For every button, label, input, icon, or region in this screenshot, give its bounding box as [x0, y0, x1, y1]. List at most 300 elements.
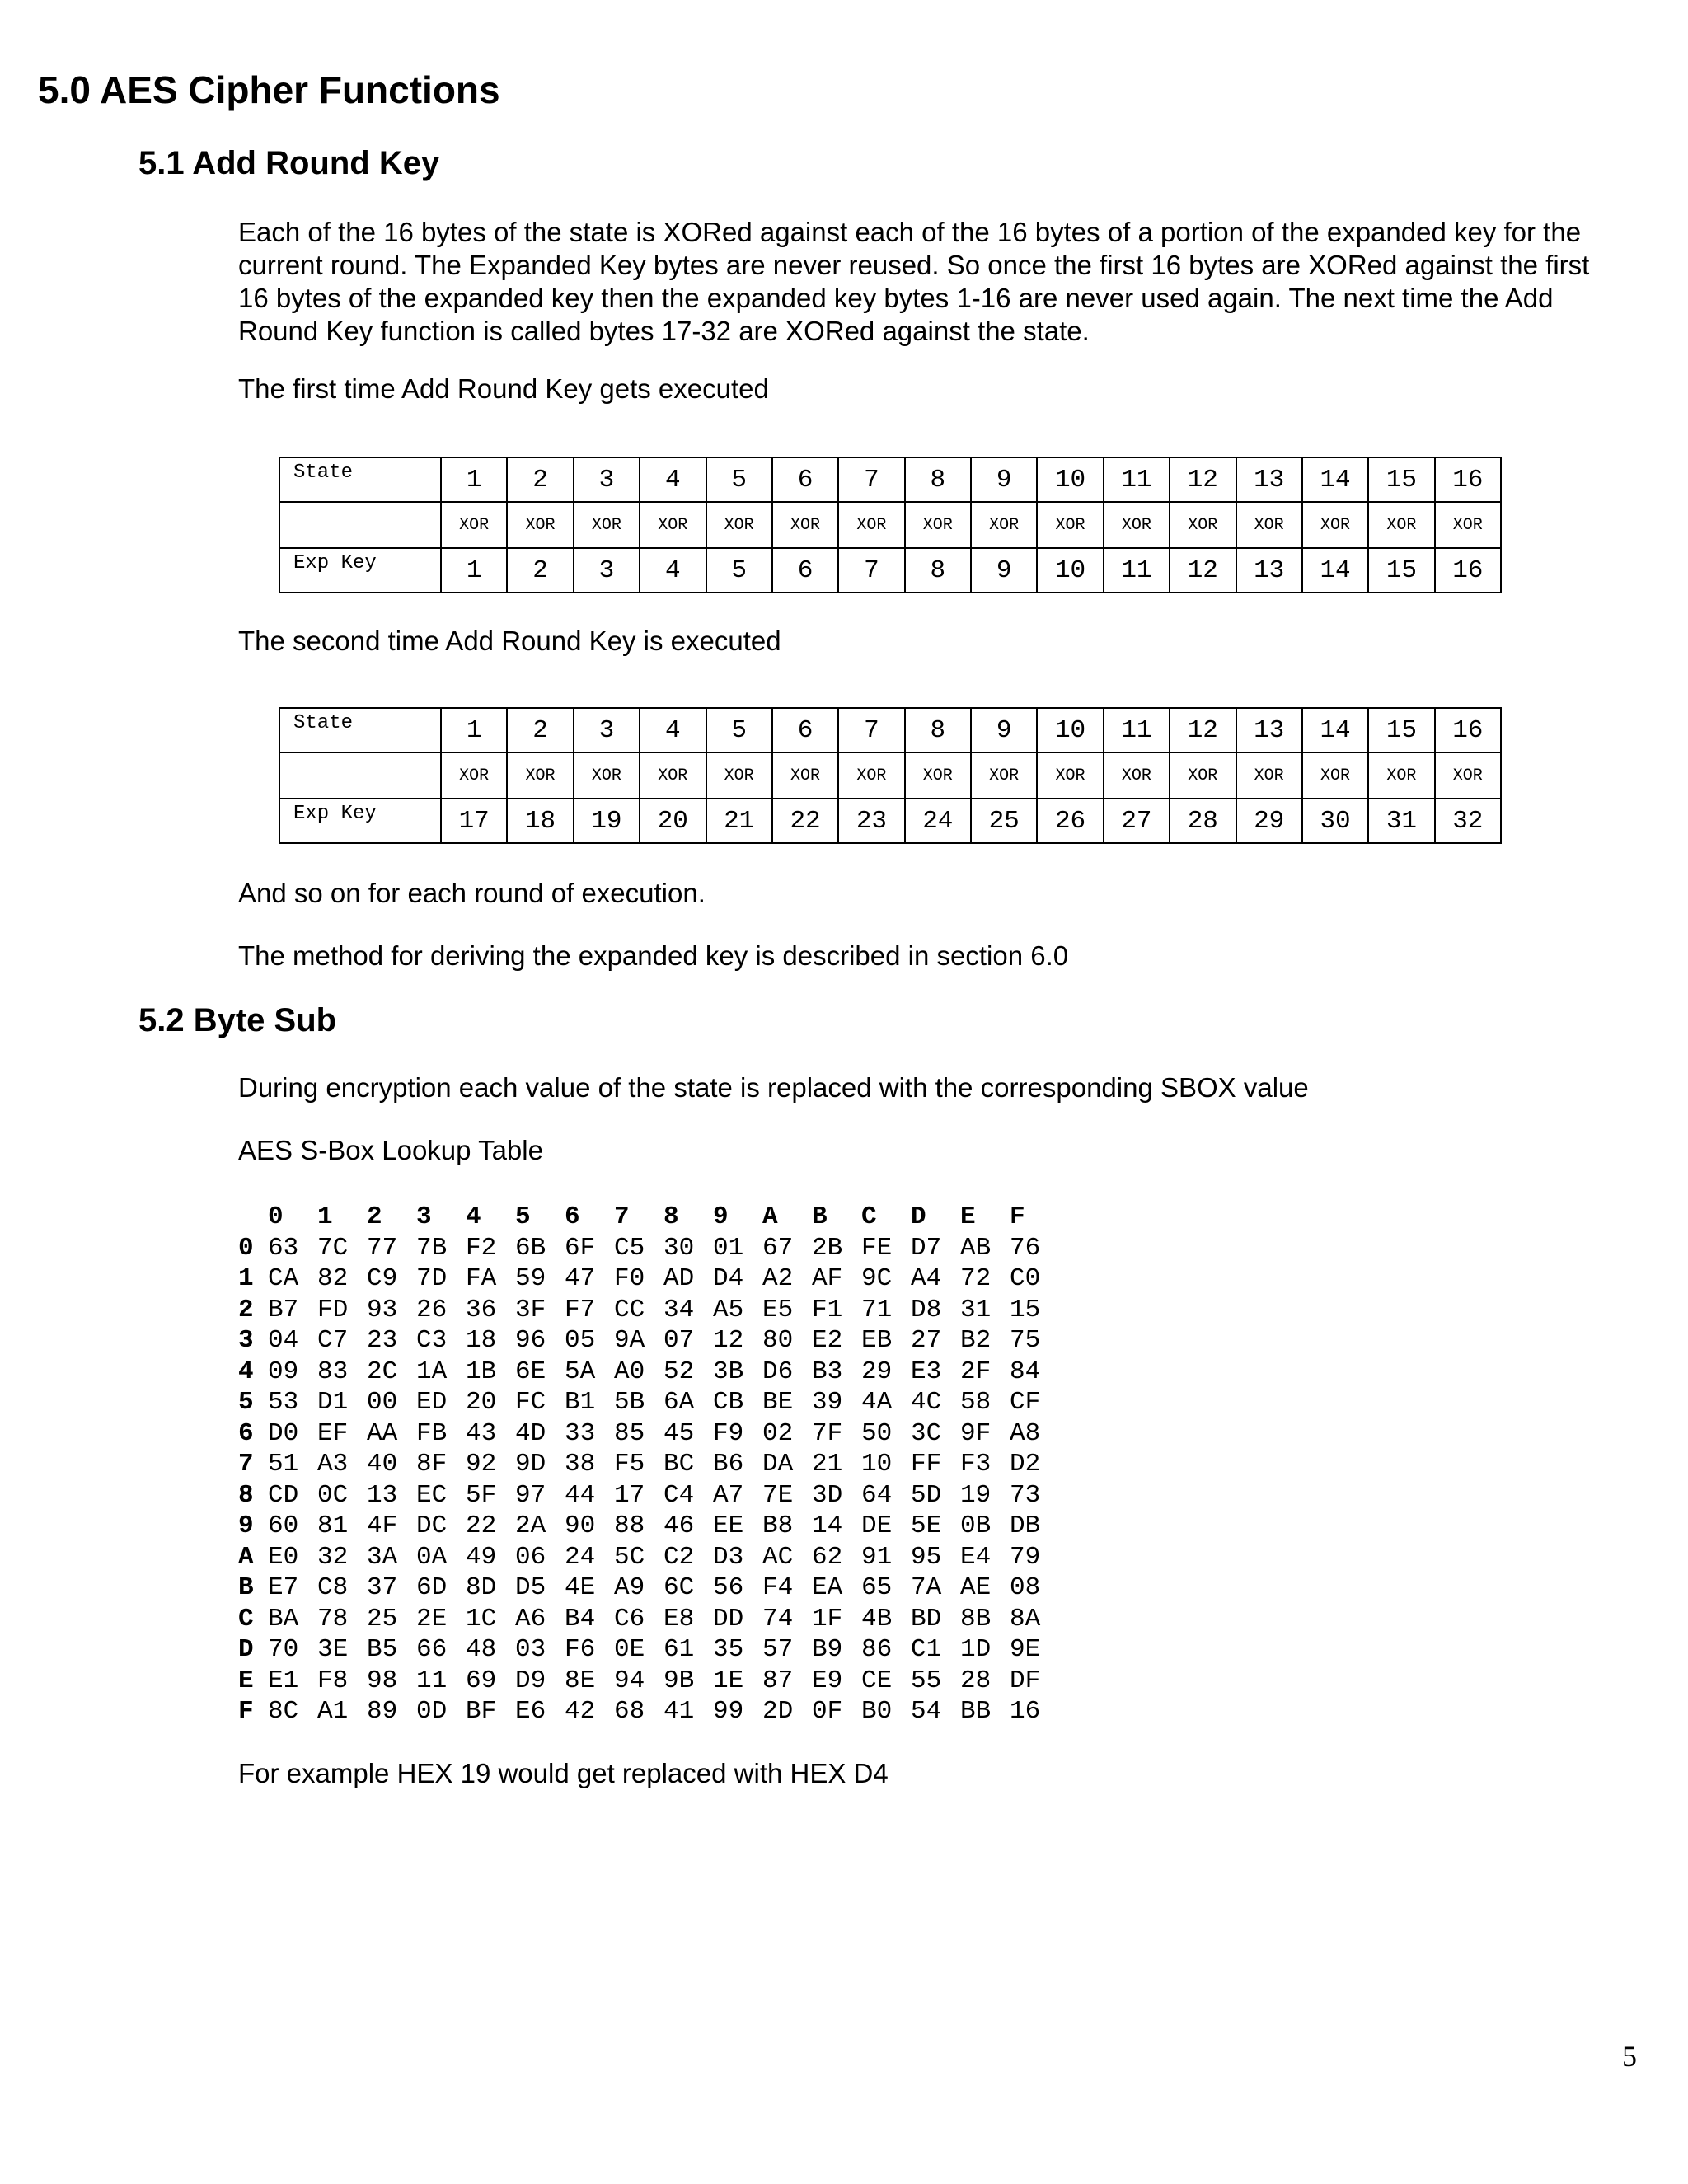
sbox-row-header: 9 — [238, 1511, 254, 1540]
xor-op-cell: XOR — [838, 502, 904, 548]
sbox-cell: F2 — [466, 1233, 497, 1263]
state-row — [279, 457, 1501, 502]
exp-key-byte-cell: 30 — [1302, 799, 1368, 843]
sbox-cell: DC — [416, 1511, 448, 1540]
sbox-cell: 70 — [268, 1635, 299, 1664]
exp-key-byte-cell: 13 — [1236, 548, 1302, 593]
state-byte-cell: 6 — [772, 457, 838, 502]
exp-key-byte-cell: 25 — [971, 799, 1037, 843]
sbox-cell: 2B — [812, 1233, 843, 1263]
sbox-cell: CE — [861, 1666, 893, 1695]
sbox-cell: 11 — [416, 1666, 448, 1695]
state-byte-cell: 3 — [574, 457, 640, 502]
sbox-table-title: AES S-Box Lookup Table — [238, 1135, 543, 1165]
xor-op-cell: XOR — [1302, 502, 1368, 548]
page-title: 5.0 AES Cipher Functions — [38, 68, 500, 111]
sbox-cell: 79 — [1010, 1542, 1041, 1572]
sbox-row — [238, 1449, 1059, 1480]
sbox-cell: 20 — [466, 1388, 497, 1417]
state-byte-cell: 14 — [1302, 457, 1368, 502]
sbox-cell: 40 — [367, 1450, 398, 1479]
sbox-row-header: A — [238, 1542, 254, 1572]
sbox-cell: 26 — [416, 1295, 448, 1324]
sbox-cell: F9 — [713, 1418, 744, 1448]
sbox-cell: 85 — [614, 1418, 645, 1448]
exp-key-byte-cell: 14 — [1302, 548, 1368, 593]
sbox-cell: 56 — [713, 1573, 744, 1602]
first-round-xor-table — [279, 457, 1502, 593]
section-5-1-heading: 5.1 Add Round Key — [138, 145, 440, 181]
sbox-cell: C6 — [614, 1604, 645, 1633]
sbox-cell: 07 — [663, 1326, 695, 1355]
sbox-cell: 53 — [268, 1388, 299, 1417]
exp-key-byte-cell: 4 — [640, 548, 706, 593]
exp-key-byte-cell: 12 — [1170, 548, 1236, 593]
sbox-cell: 96 — [515, 1326, 546, 1355]
state-byte-cell: 9 — [971, 457, 1037, 502]
sbox-cell: DE — [861, 1511, 893, 1540]
sbox-cell: D1 — [317, 1388, 349, 1417]
xor-op-cell: XOR — [1435, 752, 1501, 799]
sbox-col-header: 7 — [614, 1202, 630, 1231]
sbox-cell: 62 — [812, 1542, 843, 1572]
sbox-cell: F7 — [565, 1295, 596, 1324]
xor-op-cell: XOR — [441, 502, 507, 548]
sbox-cell: D0 — [268, 1418, 299, 1448]
sbox-cell: FE — [861, 1233, 893, 1263]
state-byte-cell: 13 — [1236, 708, 1302, 752]
sbox-cell: 48 — [466, 1635, 497, 1664]
sbox-cell: 9D — [515, 1450, 546, 1479]
exp-key-byte-cell: 24 — [905, 799, 971, 843]
sbox-cell: 59 — [515, 1264, 546, 1293]
sbox-cell: 50 — [861, 1418, 893, 1448]
sbox-row — [238, 1572, 1059, 1604]
exp-key-byte-cell: 7 — [838, 548, 904, 593]
sbox-cell: BD — [911, 1604, 942, 1633]
sbox-cell: 45 — [663, 1418, 695, 1448]
sbox-cell: 34 — [663, 1295, 695, 1324]
sbox-row — [238, 1634, 1059, 1666]
sbox-cell: 75 — [1010, 1326, 1041, 1355]
xor-op-cell: XOR — [507, 752, 573, 799]
sbox-cell: 21 — [812, 1450, 843, 1479]
sbox-cell: 04 — [268, 1326, 299, 1355]
sbox-cell: 2D — [762, 1697, 794, 1726]
sbox-cell: 0F — [812, 1697, 843, 1726]
sbox-cell: 10 — [861, 1450, 893, 1479]
xor-op-cell: XOR — [772, 752, 838, 799]
sbox-cell: 74 — [762, 1604, 794, 1633]
sbox-cell: CA — [268, 1264, 299, 1293]
sbox-cell: 93 — [367, 1295, 398, 1324]
sbox-cell: AF — [812, 1264, 843, 1293]
sbox-cell: 95 — [911, 1542, 942, 1572]
sbox-cell: EA — [812, 1573, 843, 1602]
sbox-col-header: F — [1010, 1202, 1025, 1231]
sbox-cell: 46 — [663, 1511, 695, 1540]
state-byte-cell: 4 — [640, 457, 706, 502]
state-byte-cell: 9 — [971, 708, 1037, 752]
state-label: State — [279, 708, 441, 752]
exp-key-byte-cell: 17 — [441, 799, 507, 843]
xor-op-cell: XOR — [1368, 752, 1434, 799]
sbox-cell: 0B — [960, 1511, 992, 1540]
sbox-cell: 2E — [416, 1604, 448, 1633]
sbox-cell: EB — [861, 1326, 893, 1355]
sbox-cell: A9 — [614, 1573, 645, 1602]
sbox-cell: 0D — [416, 1697, 448, 1726]
sbox-cell: C3 — [416, 1326, 448, 1355]
sbox-cell: 66 — [416, 1635, 448, 1664]
sbox-col-header: B — [812, 1202, 828, 1231]
state-byte-cell: 16 — [1435, 708, 1501, 752]
sbox-cell: C9 — [367, 1264, 398, 1293]
sbox-cell: 5E — [911, 1511, 942, 1540]
sbox-row — [238, 1233, 1059, 1264]
sbox-cell: 58 — [960, 1388, 992, 1417]
sbox-cell: 5A — [565, 1357, 596, 1386]
xor-op-cell: XOR — [905, 502, 971, 548]
sbox-cell: 90 — [565, 1511, 596, 1540]
xor-op-cell: XOR — [574, 752, 640, 799]
sbox-cell: 4B — [861, 1604, 893, 1633]
sbox-row — [238, 1418, 1059, 1450]
sbox-cell: 13 — [367, 1480, 398, 1510]
sbox-cell: 83 — [317, 1357, 349, 1386]
sbox-cell: 4D — [515, 1418, 546, 1448]
sbox-row — [238, 1666, 1059, 1697]
sbox-row-header: 2 — [238, 1295, 254, 1324]
exp-key-byte-cell: 11 — [1104, 548, 1170, 593]
exp-key-byte-cell: 21 — [706, 799, 772, 843]
sbox-cell: DA — [762, 1450, 794, 1479]
exp-key-byte-cell: 8 — [905, 548, 971, 593]
sbox-cell: 6C — [663, 1573, 695, 1602]
page-number: 5 — [1622, 2040, 1637, 2073]
byte-sub-paragraph: During encryption each value of the state is replaced with the corresponding SBOX value — [238, 1072, 1309, 1103]
sbox-cell: 29 — [861, 1357, 893, 1386]
exp-key-byte-cell: 9 — [971, 548, 1037, 593]
sbox-cell: FC — [515, 1388, 546, 1417]
state-byte-cell: 1 — [441, 457, 507, 502]
sbox-cell: C8 — [317, 1573, 349, 1602]
sbox-cell: 91 — [861, 1542, 893, 1572]
sbox-cell: 61 — [663, 1635, 695, 1664]
sbox-cell: 92 — [466, 1450, 497, 1479]
exp-key-byte-cell: 32 — [1435, 799, 1501, 843]
sbox-cell: 01 — [713, 1233, 744, 1263]
xor-op-cell: XOR — [971, 502, 1037, 548]
sbox-cell: 4F — [367, 1511, 398, 1540]
sbox-cell: 3D — [812, 1480, 843, 1510]
exp-key-byte-cell: 28 — [1170, 799, 1236, 843]
sbox-cell: F1 — [812, 1295, 843, 1324]
sbox-row-header: 1 — [238, 1264, 254, 1293]
sbox-cell: 4E — [565, 1573, 596, 1602]
sbox-col-header: 9 — [713, 1202, 729, 1231]
sbox-cell: 3C — [911, 1418, 942, 1448]
xor-op-cell: XOR — [706, 502, 772, 548]
sbox-cell: 31 — [960, 1295, 992, 1324]
xor-op-cell: XOR — [441, 752, 507, 799]
sbox-cell: 9F — [960, 1418, 992, 1448]
exp-key-row — [279, 799, 1501, 843]
sbox-cell: 38 — [565, 1450, 596, 1479]
sbox-cell: D6 — [762, 1357, 794, 1386]
exp-key-byte-cell: 27 — [1104, 799, 1170, 843]
sbox-col-header: 8 — [663, 1202, 679, 1231]
sbox-cell: FF — [911, 1450, 942, 1479]
sbox-cell: BF — [466, 1697, 497, 1726]
state-byte-cell: 6 — [772, 708, 838, 752]
sbox-cell: CB — [713, 1388, 744, 1417]
sbox-cell: 0C — [317, 1480, 349, 1510]
sbox-cell: 00 — [367, 1388, 398, 1417]
sbox-cell: 65 — [861, 1573, 893, 1602]
sbox-cell: 3F — [515, 1295, 546, 1324]
sbox-cell: 7E — [762, 1480, 794, 1510]
exp-key-byte-cell: 3 — [574, 548, 640, 593]
sbox-cell: F3 — [960, 1450, 992, 1479]
sbox-cell: 7A — [911, 1573, 942, 1602]
sbox-row — [238, 1263, 1059, 1295]
first-round-caption: The first time Add Round Key gets executed — [238, 373, 769, 404]
sbox-cell: C0 — [1010, 1264, 1041, 1293]
sbox-cell: E2 — [812, 1326, 843, 1355]
sbox-header-row — [238, 1202, 1059, 1233]
sbox-cell: B4 — [565, 1604, 596, 1633]
sbox-cell: 28 — [960, 1666, 992, 1695]
exp-key-byte-cell: 23 — [838, 799, 904, 843]
state-label: State — [279, 457, 441, 502]
sbox-cell: B0 — [861, 1697, 893, 1726]
xor-op-cell: XOR — [507, 502, 573, 548]
xor-op-cell: XOR — [706, 752, 772, 799]
sbox-cell: 0E — [614, 1635, 645, 1664]
sbox-cell: 8C — [268, 1697, 299, 1726]
state-byte-cell: 16 — [1435, 457, 1501, 502]
sbox-row — [238, 1357, 1059, 1388]
state-byte-cell: 12 — [1170, 457, 1236, 502]
sbox-cell: B2 — [960, 1326, 992, 1355]
sbox-cell: A5 — [713, 1295, 744, 1324]
state-byte-cell: 5 — [706, 457, 772, 502]
sbox-cell: A4 — [911, 1264, 942, 1293]
state-byte-cell: 2 — [507, 708, 573, 752]
add-round-key-paragraph — [238, 216, 1656, 348]
sbox-cell: A7 — [713, 1480, 744, 1510]
xor-op-cell: XOR — [1170, 752, 1236, 799]
state-byte-cell: 11 — [1104, 457, 1170, 502]
sbox-cell: C7 — [317, 1326, 349, 1355]
sbox-cell: 9A — [614, 1326, 645, 1355]
sbox-cell: 54 — [911, 1697, 942, 1726]
sbox-cell: 27 — [911, 1326, 942, 1355]
sbox-cell: 6D — [416, 1573, 448, 1602]
sbox-cell: 67 — [762, 1233, 794, 1263]
xor-op-cell: XOR — [1170, 502, 1236, 548]
xor-op-cell: XOR — [1435, 502, 1501, 548]
sbox-cell: 64 — [861, 1480, 893, 1510]
sbox-cell: F4 — [762, 1573, 794, 1602]
sbox-col-header: 0 — [268, 1202, 284, 1231]
sbox-row — [238, 1511, 1059, 1542]
sbox-cell: 4C — [911, 1388, 942, 1417]
sbox-cell: 49 — [466, 1542, 497, 1572]
xor-op-cell: XOR — [1368, 502, 1434, 548]
sbox-cell: 1F — [812, 1604, 843, 1633]
sbox-cell: C5 — [614, 1233, 645, 1263]
sbox-cell: 7B — [416, 1233, 448, 1263]
sbox-cell: C2 — [663, 1542, 695, 1572]
exp-key-byte-cell: 1 — [441, 548, 507, 593]
sbox-cell: DF — [1010, 1666, 1041, 1695]
exp-key-byte-cell: 18 — [507, 799, 573, 843]
sbox-cell: 02 — [762, 1418, 794, 1448]
sbox-cell: 52 — [663, 1357, 695, 1386]
sbox-cell: 2C — [367, 1357, 398, 1386]
sbox-cell: 8D — [466, 1573, 497, 1602]
sbox-cell: 6E — [515, 1357, 546, 1386]
sbox-cell: 4A — [861, 1388, 893, 1417]
sbox-cell: D4 — [713, 1264, 744, 1293]
sbox-cell: AB — [960, 1233, 992, 1263]
sbox-cell: 55 — [911, 1666, 942, 1695]
sbox-cell: B7 — [268, 1295, 299, 1324]
state-byte-cell: 13 — [1236, 457, 1302, 502]
sbox-row-header: E — [238, 1666, 254, 1695]
sbox-cell: 94 — [614, 1666, 645, 1695]
paragraph-line: current round. The Expanded Key bytes are never reused. So once the first 16 bytes are XORed against the first — [238, 250, 1590, 280]
sbox-cell: D5 — [515, 1573, 546, 1602]
sbox-cell: 36 — [466, 1295, 497, 1324]
sbox-cell: 88 — [614, 1511, 645, 1540]
sbox-cell: E6 — [515, 1697, 546, 1726]
sbox-cell: 08 — [1010, 1573, 1041, 1602]
sbox-cell: F6 — [565, 1635, 596, 1664]
sbox-cell: E9 — [812, 1666, 843, 1695]
sbox-col-header: C — [861, 1202, 877, 1231]
sbox-cell: CD — [268, 1480, 299, 1510]
sbox-col-header: 6 — [565, 1202, 580, 1231]
sbox-cell: 8F — [416, 1450, 448, 1479]
sbox-row — [238, 1604, 1059, 1635]
empty-label-cell — [279, 502, 441, 548]
state-byte-cell: 15 — [1368, 708, 1434, 752]
sbox-row — [238, 1325, 1059, 1357]
sbox-cell: E0 — [268, 1542, 299, 1572]
state-byte-cell: 10 — [1037, 457, 1103, 502]
sbox-cell: A0 — [614, 1357, 645, 1386]
state-byte-cell: 15 — [1368, 457, 1434, 502]
state-byte-cell: 7 — [838, 457, 904, 502]
sbox-cell: E1 — [268, 1666, 299, 1695]
exp-key-byte-cell: 19 — [574, 799, 640, 843]
xor-row — [279, 502, 1501, 548]
sbox-cell: 2A — [515, 1511, 546, 1540]
sbox-cell: B6 — [713, 1450, 744, 1479]
sbox-row-header: 3 — [238, 1326, 254, 1355]
sbox-row-header: 4 — [238, 1357, 254, 1386]
sbox-row — [238, 1542, 1059, 1573]
exp-key-byte-cell: 10 — [1037, 548, 1103, 593]
sbox-cell: D8 — [911, 1295, 942, 1324]
sbox-cell: DB — [1010, 1511, 1041, 1540]
sbox-cell: 3E — [317, 1635, 349, 1664]
sbox-cell: 97 — [515, 1480, 546, 1510]
sbox-row-header: C — [238, 1604, 254, 1633]
sbox-row-header: 0 — [238, 1233, 254, 1263]
state-byte-cell: 1 — [441, 708, 507, 752]
sbox-cell: D7 — [911, 1233, 942, 1263]
exp-key-label: Exp Key — [279, 548, 441, 593]
sbox-cell: 44 — [565, 1480, 596, 1510]
xor-op-cell: XOR — [838, 752, 904, 799]
sbox-cell: E7 — [268, 1573, 299, 1602]
sbox-cell: 7C — [317, 1233, 349, 1263]
sbox-cell: 47 — [565, 1264, 596, 1293]
sbox-cell: 06 — [515, 1542, 546, 1572]
sbox-cell: 1A — [416, 1357, 448, 1386]
sbox-cell: A3 — [317, 1450, 349, 1479]
sbox-cell: 33 — [565, 1418, 596, 1448]
sbox-cell: B3 — [812, 1357, 843, 1386]
sbox-cell: A6 — [515, 1604, 546, 1633]
state-byte-cell: 11 — [1104, 708, 1170, 752]
exp-key-byte-cell: 20 — [640, 799, 706, 843]
sbox-cell: 16 — [1010, 1697, 1041, 1726]
state-byte-cell: 8 — [905, 457, 971, 502]
sbox-cell: B9 — [812, 1635, 843, 1664]
xor-op-cell: XOR — [1037, 752, 1103, 799]
sbox-cell: C1 — [911, 1635, 942, 1664]
paragraph-line: Round Key function is called bytes 17-32 are XORed against the state. — [238, 316, 1090, 346]
sbox-cell: BE — [762, 1388, 794, 1417]
sbox-cell: 41 — [663, 1697, 695, 1726]
sbox-cell: AC — [762, 1542, 794, 1572]
sbox-row — [238, 1387, 1059, 1418]
sbox-cell: 68 — [614, 1697, 645, 1726]
sbox-cell: 8B — [960, 1604, 992, 1633]
sbox-row-header: 7 — [238, 1450, 254, 1479]
sbox-cell: 78 — [317, 1604, 349, 1633]
sbox-cell: 1C — [466, 1604, 497, 1633]
xor-op-cell: XOR — [640, 502, 706, 548]
sbox-col-header: 2 — [367, 1202, 382, 1231]
sbox-cell: AA — [367, 1418, 398, 1448]
sbox-cell: DD — [713, 1604, 744, 1633]
sbox-cell: 5F — [466, 1480, 497, 1510]
sbox-cell: EF — [317, 1418, 349, 1448]
sbox-cell: 6F — [565, 1233, 596, 1263]
sbox-cell: 39 — [812, 1388, 843, 1417]
sbox-cell: 73 — [1010, 1480, 1041, 1510]
sbox-cell: 12 — [713, 1326, 744, 1355]
sbox-cell: D9 — [515, 1666, 546, 1695]
sbox-col-header: D — [911, 1202, 926, 1231]
sbox-row-header: F — [238, 1697, 254, 1726]
sbox-cell: 86 — [861, 1635, 893, 1664]
sbox-cell: 14 — [812, 1511, 843, 1540]
sbox-row — [238, 1295, 1059, 1326]
sbox-cell: AD — [663, 1264, 695, 1293]
sbox-row-header: B — [238, 1573, 254, 1602]
sbox-cell: E5 — [762, 1295, 794, 1324]
sbox-cell: BA — [268, 1604, 299, 1633]
sbox-row — [238, 1696, 1059, 1727]
exp-key-byte-cell: 16 — [1435, 548, 1501, 593]
